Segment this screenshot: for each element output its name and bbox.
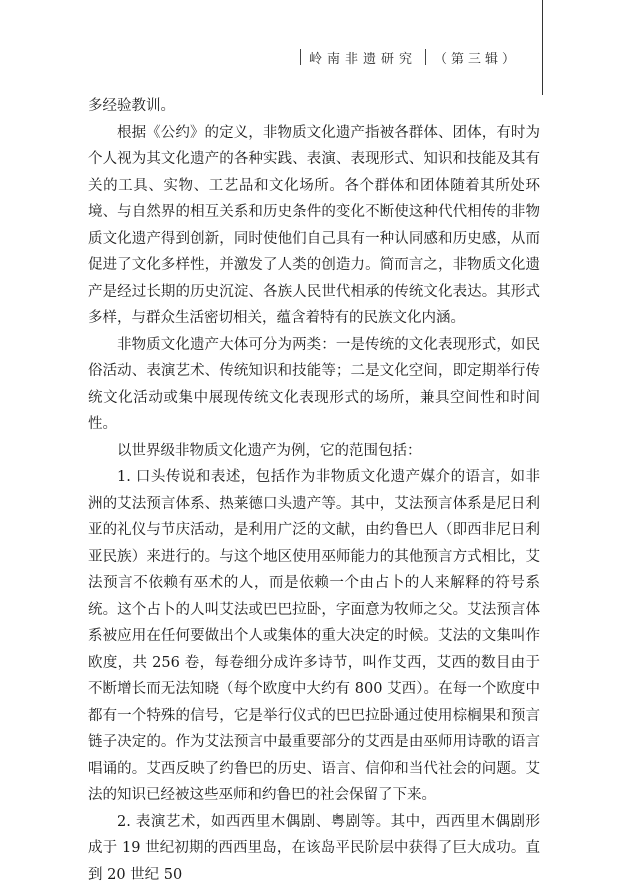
paragraph: 根据《公约》的定义，非物质文化遗产指被各群体、团体，有时为个人视为其文化遗产的各种实践、表演、表现形式、知识和技能及其有关的工具、实物、工艺品和文化场所。各个群体和团体随着其所处环境、与自然界的相互关系和历史条件的变化不断使这种代代相传的非物质文化遗产得到创新，同时使他们自己具有一种认同感和历史感，从而促进了文化多样性，并激发了人类的创造力。简而言之，非物质文化遗产是经过长期的历史沉淀、各族人民世代相承的传统文化表达。其形式多样，与群众生活密切相关，蕴含着特有的民族文化内涵。 (88, 120, 540, 332)
paragraph: 非物质文化遗产大体可分为两类：一是传统的文化表现形式，如民俗活动、表演艺术、传统知识和技能等；二是文化空间，即定期举行传统文化活动或集中展现传统文化表现形式的场所，兼具空间性和时间性。 (88, 332, 540, 438)
book-title: 岭南非遗研究 (309, 48, 417, 67)
header-divider (300, 49, 301, 65)
paragraph: 2. 表演艺术，如西西里木偶剧、粤剧等。其中，西西里木偶剧形成于 19 世纪初期的西西里岛，在该岛平民阶层中获得了巨大成功。直到 20 世纪 50 (88, 809, 540, 888)
paragraph-continuation: 多经验教训。 (88, 93, 540, 120)
paragraph: 1. 口头传说和表述，包括作为非物质文化遗产媒介的语言，如非洲的艾法预言体系、热莱德口头遗产等。其中，艾法预言体系是尼日利亚的礼仪与节庆活动，是利用广泛的文献，由约鲁巴人（即西非尼日利亚民族）来进行的。与这个地区使用巫师能力的其他预言方式相比，艾法预言不依赖有巫术的人，而是依赖一个由占卜的人来解释的符号系统。这个占卜的人叫艾法或巴巴拉卧，字面意为牧师之父。艾法预言体系被应用在任何要做出个人或集体的重大决定的时候。艾法的文集叫作欧度，共 256 卷，每卷细分成许多诗节，叫作艾西，艾西的数目由于不断增长而无法知晓（每个欧度中大约有 800 艾西）。在每一个欧度中都有一个特殊的信号，它是举行仪式的巴巴拉卧通过使用棕榈果和预言链子决定的。作为艾法预言中最重要部分的艾西是由巫师用诗歌的语言唱诵的。艾西反映了约鲁巴的历史、语言、信仰和当代社会的问题。艾法的知识已经被这些巫师和约鲁巴的社会保留了下来。 (88, 464, 540, 809)
paragraph: 以世界级非物质文化遗产为例，它的范围包括： (88, 438, 540, 465)
header-divider (425, 49, 426, 65)
body-text (88, 93, 540, 888)
volume-label: （第三辑） (434, 48, 519, 67)
running-header (300, 46, 536, 68)
page-edge-rule (542, 0, 543, 95)
